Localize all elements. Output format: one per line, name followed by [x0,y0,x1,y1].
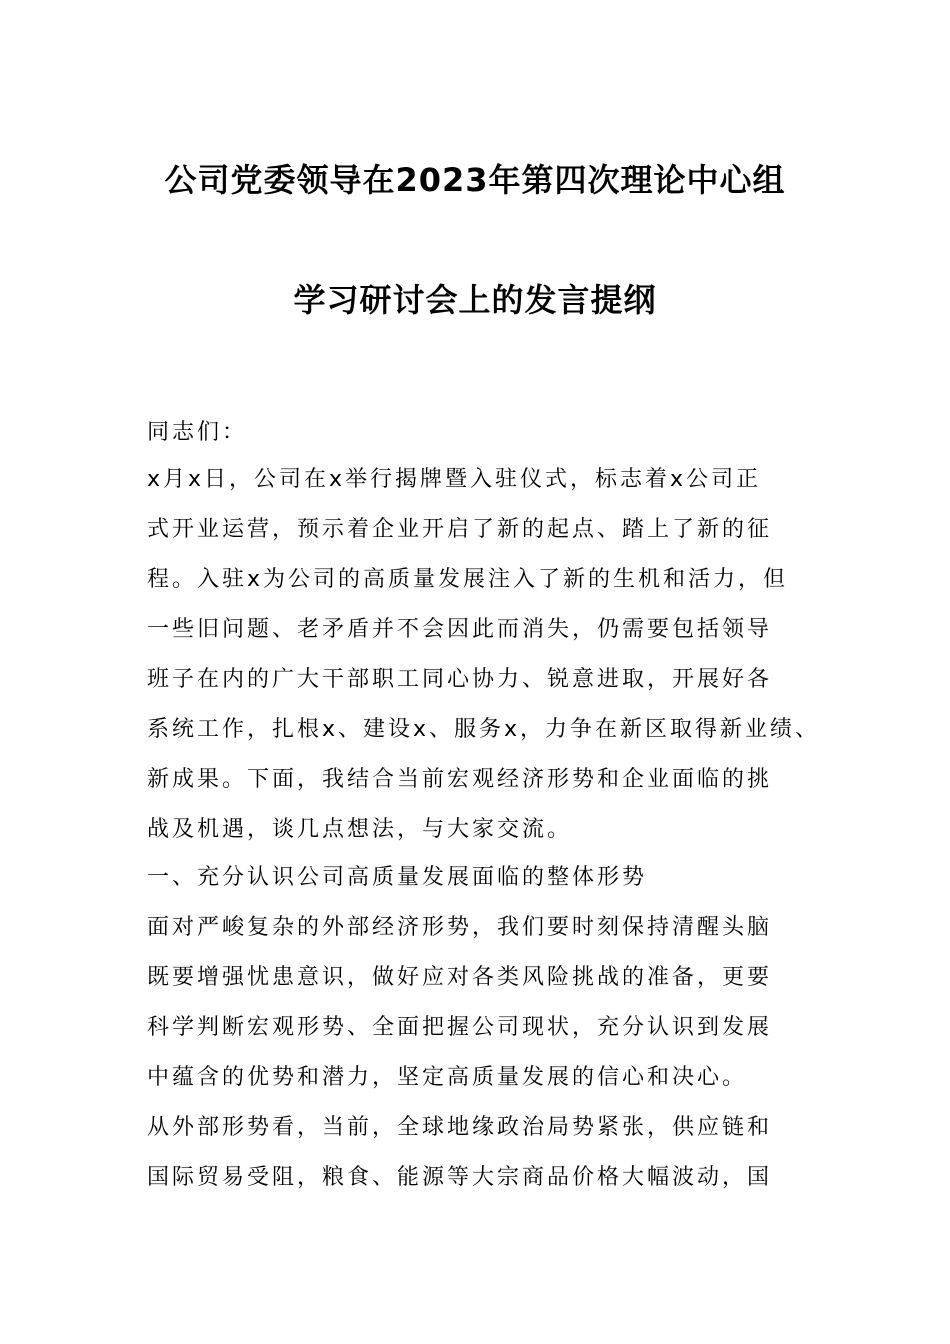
paragraph-line: 式开业运营，预示着企业开启了新的起点、踏上了新的征 [147,517,773,542]
salutation: 同志们： [147,420,248,445]
paragraph-line: 面对严峻复杂的外部经济形势，我们要时刻保持清醒头脑 [147,915,773,940]
document-title-line-2: 学习研讨会上的发言提纲 [293,281,657,319]
paragraph-line: 新成果。下面，我结合当前宏观经济形势和企业面临的挑 [147,767,773,792]
paragraph-line: 一些旧问题、老矛盾并不会因此而消失，仍需要包括领导 [147,617,773,642]
paragraph-line: 程。入驻x为公司的高质量发展注入了新的生机和活力，但 [147,567,789,592]
paragraph-line: 班子在内的广大干部职工同心协力、锐意进取，开展好各 [147,667,773,692]
paragraph-line: x月x日，公司在x举行揭牌暨入驻仪式，标志着x公司正 [147,467,762,492]
paragraph-line: 既要增强忧患意识，做好应对各类风险挑战的准备，更要 [147,965,773,990]
paragraph-line: 战及机遇，谈几点想法，与大家交流。 [147,817,573,842]
paragraph-line: 中蕴含的优势和潜力，坚定高质量发展的信心和决心。 [147,1065,748,1090]
paragraph-line: 从外部形势看，当前，全球地缘政治局势紧张，供应链和 [147,1115,773,1140]
section-heading: 一、充分认识公司高质量发展面临的整体形势 [147,865,648,890]
paragraph-line: 科学判断宏观形势、全面把握公司现状，充分认识到发展 [147,1015,773,1040]
document-title-line-1: 公司党委领导在2023年第四次理论中心组 [164,161,786,199]
paragraph-line: 国际贸易受阻，粮食、能源等大宗商品价格大幅波动，国 [147,1165,773,1190]
paragraph-line: 系统工作，扎根x、建设x、服务x，力争在新区取得新业绩、 [147,717,821,742]
